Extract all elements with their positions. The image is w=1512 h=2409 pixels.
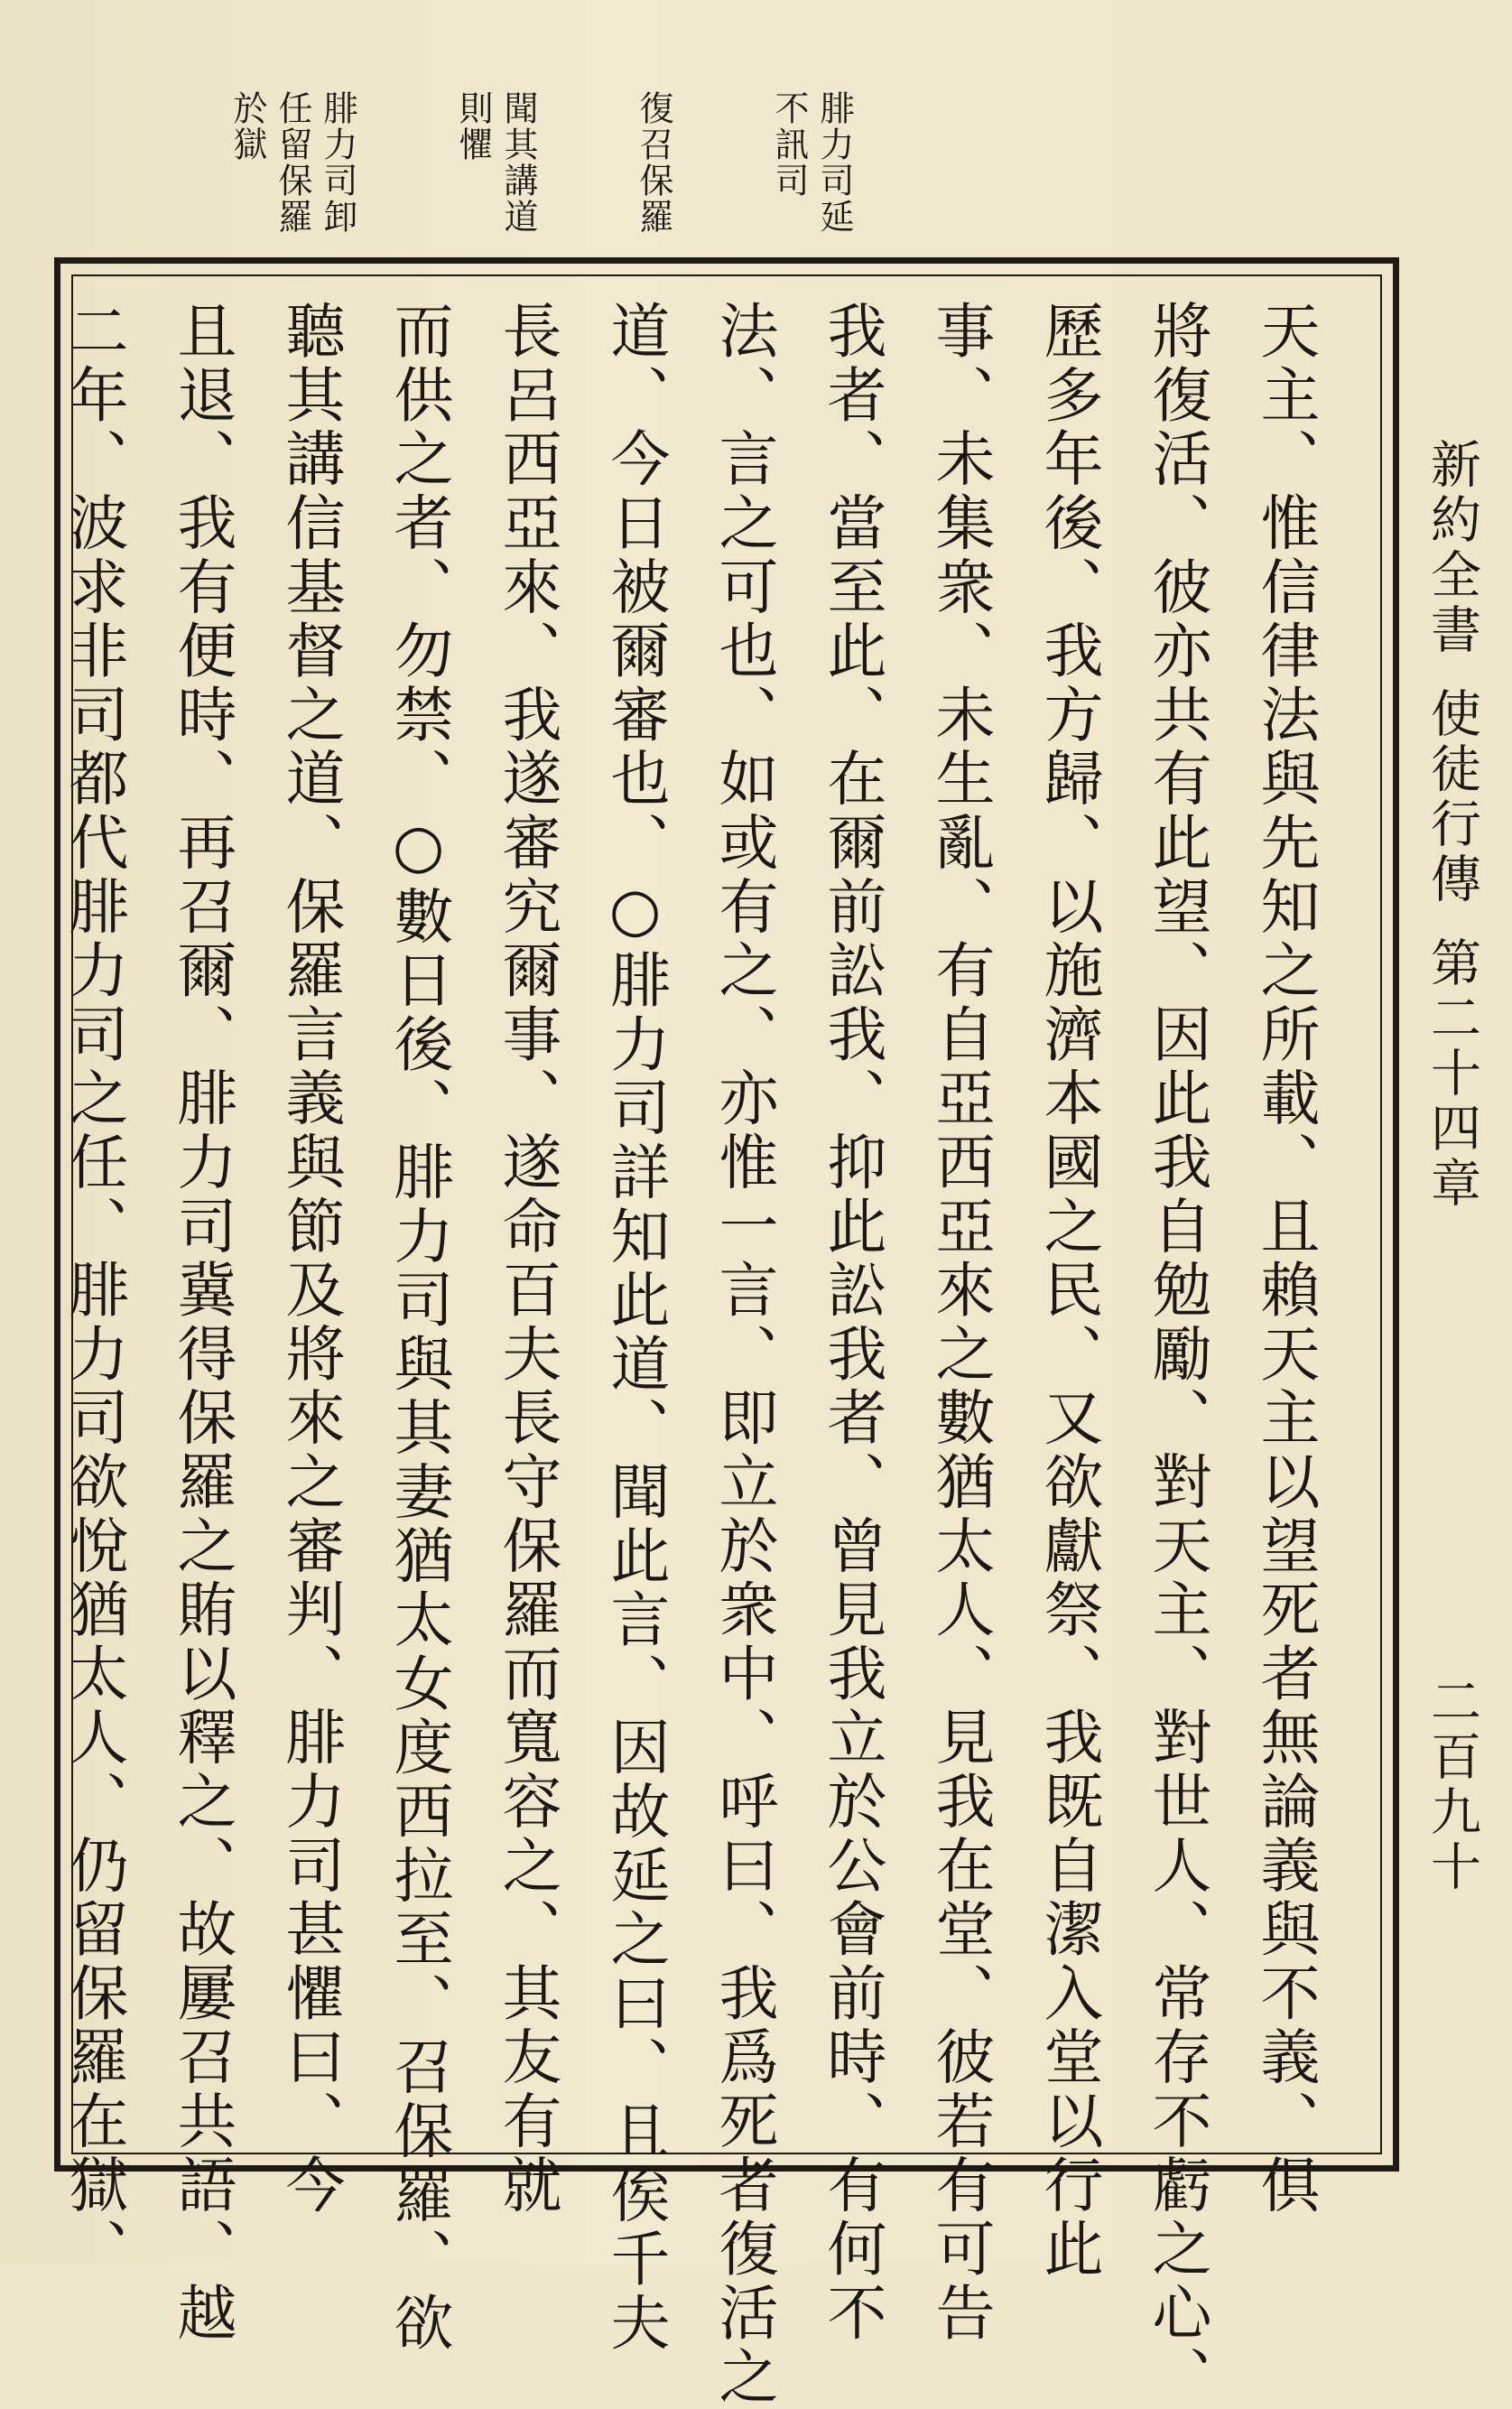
body-line: 歷多年後、我方歸、以施濟本國之民、又欲獻祭、我既自潔入堂以行此 <box>1034 300 1103 2282</box>
body-line: 且退、我有便時、再召爾、腓力司冀得保羅之賄以釋之、故屢召共語、越 <box>167 300 237 2346</box>
running-head <box>1415 438 1488 1212</box>
margin-note-line: 復召保羅 <box>634 90 673 235</box>
chapter-label: 第二十四章 <box>1423 936 1481 1212</box>
margin-note <box>635 90 673 248</box>
margin-note-line: 於獄 <box>227 90 267 163</box>
body-line: 而供之者、勿禁、○數日後、腓力司與其妻猶太女度西拉至、召保羅、欲 <box>384 300 453 2356</box>
margin-note-line: 腓力司卸 <box>318 90 357 235</box>
page-number: 二百九十 <box>1423 1675 1481 1895</box>
body-line: 長呂西亞來、我遂審究爾事、遂命百夫長守保羅而寬容之、其友有就 <box>492 300 561 2218</box>
book-title: 新約全書 <box>1423 438 1481 658</box>
body-line: 道、今日被爾審也、○腓力司詳知此道、聞此言、因故延之曰、且俟千夫 <box>600 300 670 2356</box>
body-line: 二年、波求非司都代腓力司之任、腓力司欲悅猶太人、仍留保羅在獄、 <box>59 300 128 2282</box>
section-title: 使徒行傳 <box>1423 687 1481 907</box>
margin-notes <box>149 90 853 248</box>
text-frame <box>54 257 1399 2409</box>
margin-note <box>454 90 537 248</box>
margin-note <box>228 90 357 248</box>
body-line: 將復活、彼亦共有此望、因此我自勉勵、對天主、對世人、常存不虧之心、 <box>1142 300 1211 2409</box>
margin-note <box>770 90 853 248</box>
margin-note-line: 則懼 <box>453 90 493 163</box>
margin-note-line: 不訊司 <box>769 90 809 199</box>
body-line: 聽其講信基督之道、保羅言義與節及將來之審判、腓力司甚懼曰、今 <box>275 300 345 2218</box>
body-line: 天主、惟信律法與先知之所載、且賴天主以望死者無論義與不義、俱 <box>1250 300 1320 2218</box>
body-line: 事、未集衆、未生亂、有自亞西亞來之數猶太人、見我在堂、彼若有可告 <box>925 300 995 2346</box>
body-text <box>39 300 1339 2409</box>
margin-note-line: 聞其講道 <box>498 90 538 235</box>
body-line: 我者、當至此、在爾前訟我、抑此訟我者、曾見我立於公會前時、有何不 <box>817 300 886 2346</box>
margin-note-line: 任留保羅 <box>273 90 312 235</box>
body-line: 法、言之可也、如或有之、亦惟一言、即立於衆中、呼曰、我爲死者復活之 <box>709 300 778 2409</box>
margin-note-line: 腓力司延 <box>814 90 854 235</box>
